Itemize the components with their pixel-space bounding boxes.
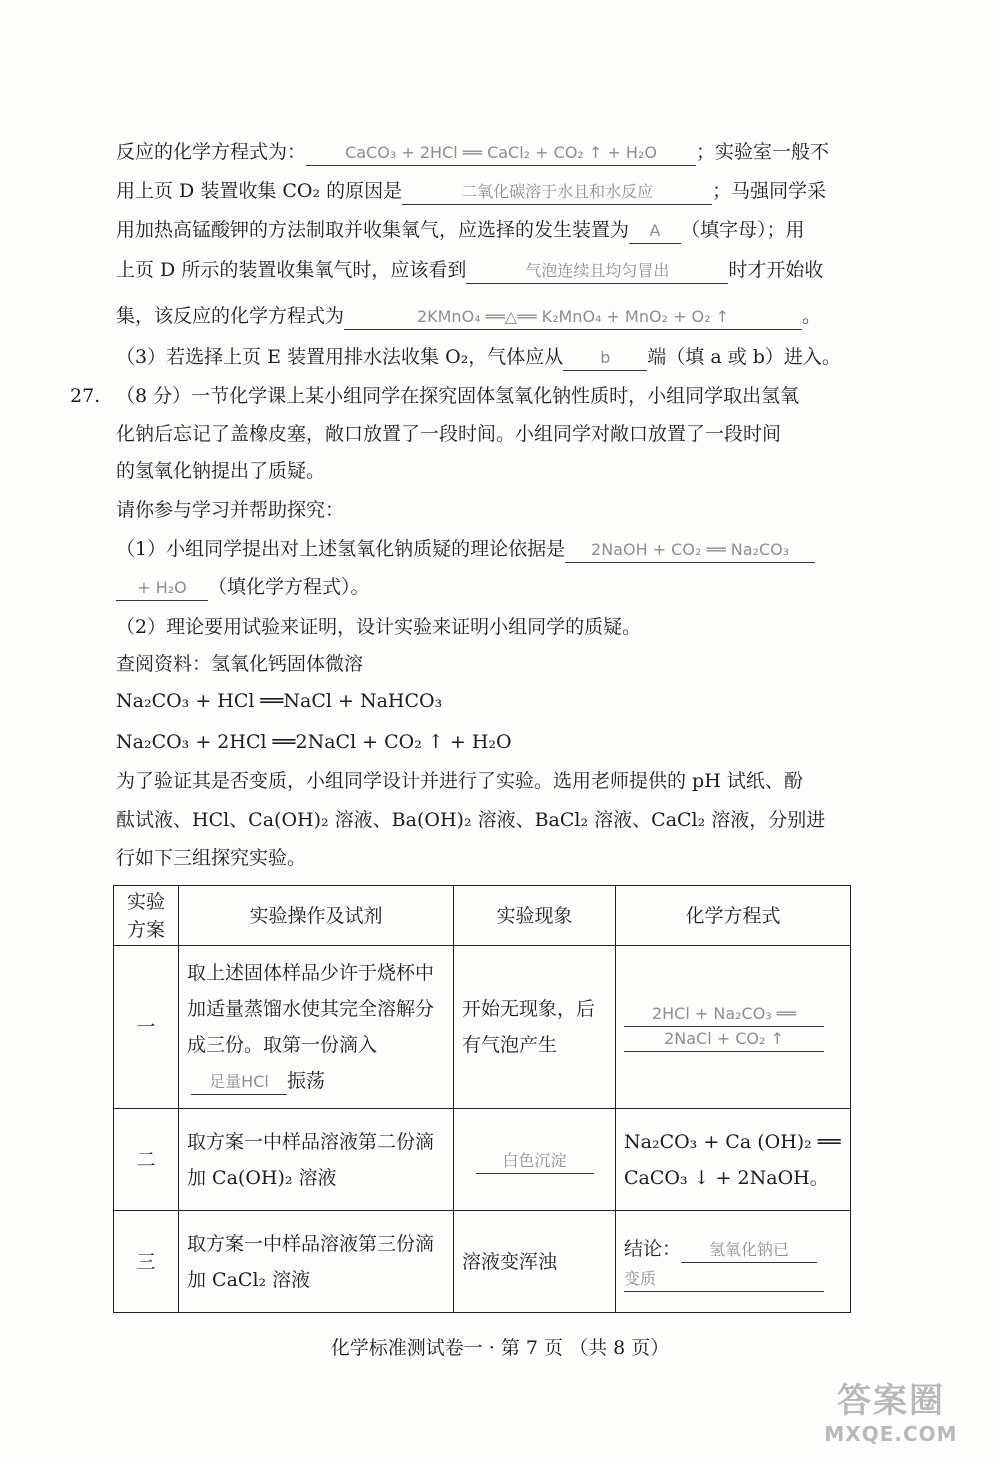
answer-blank: 氢氧化钠已 [681, 1238, 817, 1263]
p1-line-3 [116, 217, 805, 244]
answer-blank: 变质 [624, 1267, 824, 1292]
answer-blank: + H₂O [116, 576, 208, 601]
q27-line-6 [116, 574, 370, 601]
conclusion-cell [616, 1211, 851, 1313]
p1-line-6 [116, 344, 841, 371]
question-number: 27. [70, 385, 101, 407]
text: ；实验室一般不 [696, 141, 830, 163]
answer-blank: 足量HCl [191, 1070, 287, 1095]
operation-cell: 取方案一中样品溶液第三份滴加 CaCl₂ 溶液 [179, 1211, 454, 1313]
plan-cell: 三 [114, 1211, 179, 1313]
q27-line-11: 为了验证其是否变质，小组同学设计并进行了实验。选用老师提供的 pH 试纸、酚 [116, 770, 803, 792]
q27-line-1: （8 分）一节化学课上某小组同学在探究固体氢氧化钠性质时，小组同学取出氢氧 [116, 385, 800, 407]
p1-line-2 [116, 178, 826, 205]
text: 时才开始收 [728, 259, 824, 281]
table-row [114, 1109, 851, 1211]
text: 。 [802, 305, 822, 327]
q27-line-8: 查阅资料：氢氧化钙固体微溶 [116, 653, 364, 675]
header-plan: 实验方案 [114, 886, 179, 946]
plan-cell: 二 [114, 1109, 179, 1211]
q27-line-5 [116, 536, 815, 563]
q27-line-2: 化钠后忘记了盖橡皮塞，敞口放置了一段时间。小组同学对敞口放置了一段时间 [116, 423, 782, 445]
answer-blank: 白色沉淀 [476, 1149, 594, 1174]
conclusion-line [624, 1231, 842, 1267]
text: 结论： [624, 1238, 682, 1260]
text: 上页 D 所示的装置收集氧气时，应该看到 [116, 259, 467, 281]
q27-line-13: 行如下三组探究实验。 [116, 847, 307, 869]
text: 反应的化学方程式为： [116, 141, 307, 163]
table-row [114, 1211, 851, 1313]
answer-blank: 二氧化碳溶于水且和水反应 [402, 180, 712, 205]
q27-line-7: （2）理论要用试验来证明，设计实验来证明小组同学的质疑。 [116, 616, 642, 638]
answer-blank: A [629, 219, 681, 244]
answer-blank: 2HCl + Na₂CO₃ ══ [624, 1002, 824, 1027]
p1-line-1 [116, 139, 829, 166]
p1-line-4 [116, 257, 823, 284]
table-header-row [114, 886, 851, 946]
equation-cell [616, 1109, 851, 1211]
text: 集，该反应的化学方程式为 [116, 305, 345, 327]
phenomenon-cell: 开始无现象，后有气泡产生 [454, 946, 616, 1109]
p1-line-5 [116, 303, 821, 330]
watermark-logo [796, 1373, 986, 1455]
header-operation: 实验操作及试剂 [179, 886, 454, 946]
text: （3）若选择上页 E 装置用排水法收集 O₂，气体应从 [116, 346, 564, 368]
answer-blank: CaCO₃ + 2HCl ══ CaCl₂ + CO₂ ↑ + H₂O [306, 141, 696, 166]
text: 用加热高锰酸钾的方法制取并收集氧气，应选择的发生装置为 [116, 219, 630, 241]
text: （填化学方程式）。 [208, 576, 370, 598]
operation-cell [179, 946, 454, 1109]
q27-line-10: Na₂CO₃ + 2HCl ══2NaCl + CO₂ ↑ + H₂O [116, 731, 512, 753]
q27-line-12: 酞试液、HCl、Ca(OH)₂ 溶液、Ba(OH)₂ 溶液、BaCl₂ 溶液、CaCl₂ 溶液，分别进 [116, 809, 826, 831]
phenomenon-cell [454, 1109, 616, 1211]
text: （1）小组同学提出对上述氢氧化钠质疑的理论依据是 [116, 538, 566, 560]
text: 取上述固体样品少许于烧杯中加适量蒸馏水使其完全溶解分成三份。取第一份滴入 [187, 962, 435, 1056]
answer-blank: b [563, 346, 647, 371]
equation-line: CaCO₃ ↓ + 2NaOH。 [624, 1166, 829, 1189]
watermark-bottom: MXQE.COM [824, 1422, 958, 1446]
header-equation: 化学方程式 [616, 886, 851, 946]
table-row [114, 946, 851, 1109]
text: ；马强同学采 [712, 180, 827, 202]
answer-blank: 2NaCl + CO₂ ↑ [624, 1027, 824, 1052]
operation-cell: 取方案一中样品溶液第二份滴加 Ca(OH)₂ 溶液 [179, 1109, 454, 1211]
equation-line: Na₂CO₃ + Ca (OH)₂ ══ [624, 1130, 841, 1153]
header-phenomenon: 实验现象 [454, 886, 616, 946]
answer-blank: 2KMnO₄ ══△══ K₂MnO₄ + MnO₂ + O₂ ↑ [344, 305, 802, 330]
answer-blank: 气泡连续且均匀冒出 [466, 259, 728, 284]
text: 振荡 [287, 1070, 326, 1092]
text: 端（填 a 或 b）进入。 [647, 346, 841, 368]
watermark-top: 答案圈 [837, 1381, 945, 1421]
q27-line-9: Na₂CO₃ + HCl ══NaCl + NaHCO₃ [116, 690, 443, 712]
text: （填字母）；用 [681, 219, 805, 241]
experiment-table [113, 885, 851, 1313]
text: 用上页 D 装置收集 CO₂ 的原因是 [116, 180, 403, 202]
q27-line-3: 的氢氧化钠提出了质疑。 [116, 460, 326, 482]
phenomenon-cell: 溶液变浑浊 [454, 1211, 616, 1313]
plan-cell: 一 [114, 946, 179, 1109]
equation-cell [616, 946, 851, 1109]
answer-blank: 2NaOH + CO₂ ══ Na₂CO₃ [565, 538, 815, 563]
q27-line-4: 请你参与学习并帮助探究： [116, 499, 345, 521]
page-footer: 化学标准测试卷一 · 第 7 页 （共 8 页） [330, 1337, 670, 1359]
